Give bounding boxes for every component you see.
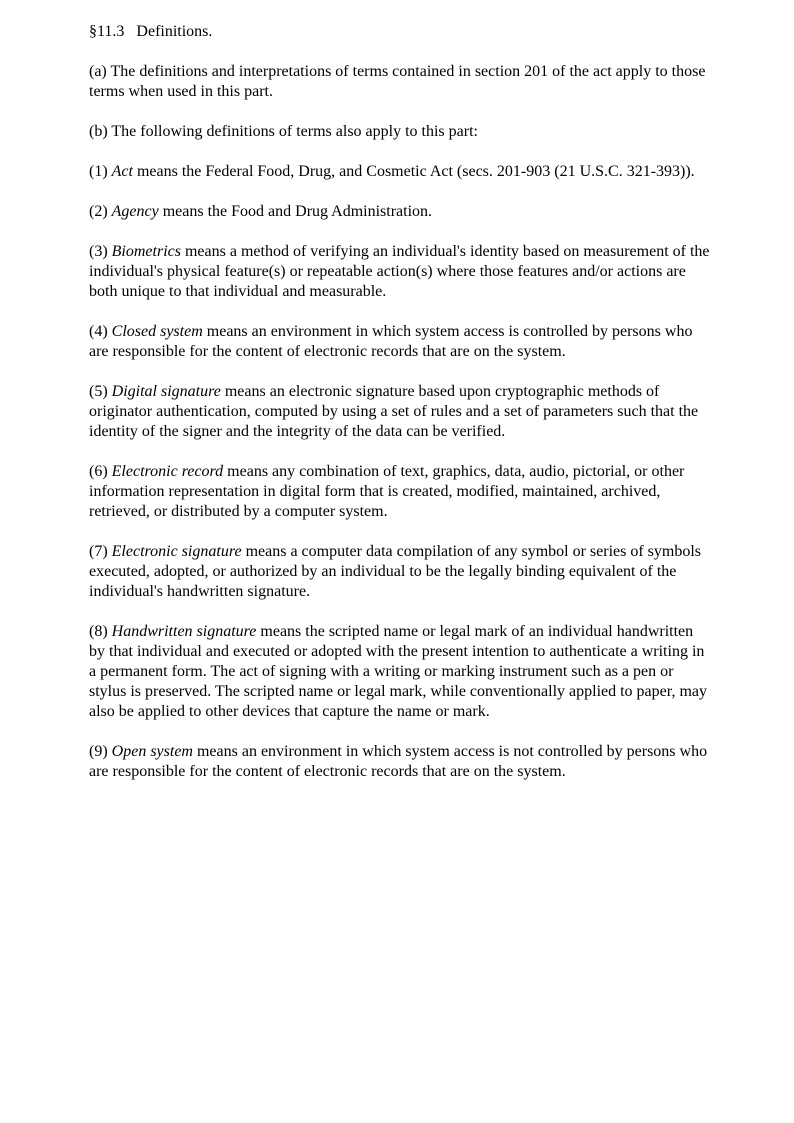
definition-number: (2) [89, 203, 112, 220]
definition-number: (6) [89, 463, 112, 480]
definition-electronic-signature [89, 542, 711, 602]
definition-text: means the Federal Food, Drug, and Cosmetic Act (secs. 201-903 (21 U.S.C. 321-393)). [132, 163, 695, 180]
definition-term: Electronic record [111, 463, 224, 480]
definition-open-system [89, 742, 711, 782]
definition-digital-signature [89, 382, 711, 442]
definition-text: means a computer data compilation of any symbol or series of symbols executed, adopted, or authorized by an individual to be the legally binding equivalent of the individual's handwritten signature. [89, 543, 702, 600]
definition-term: Biometrics [111, 243, 181, 260]
definition-term: Agency [111, 203, 159, 220]
intro-paragraph-a: (a) The definitions and interpretations of terms contained in section 201 of the act apply to those terms when used in this part. [89, 63, 706, 100]
definition-text: means any combination of text, graphics, data, audio, pictorial, or other information representation in digital form that is created, modified, maintained, archived, retrieved, or distributed by a computer system. [89, 463, 685, 520]
definition-biometrics [89, 242, 711, 302]
definition-agency [89, 202, 711, 222]
definition-number: (3) [89, 243, 112, 260]
definition-handwritten-signature [89, 622, 711, 722]
definition-text: means an environment in which system access is controlled by persons who are responsible for the content of electronic records that are on the system. [89, 323, 693, 360]
definition-closed-system [89, 322, 711, 362]
definition-number: (8) [89, 623, 112, 640]
definition-term: Digital signature [111, 383, 221, 400]
definition-number: (1) [89, 163, 112, 180]
definition-text: means the Food and Drug Administration. [158, 203, 433, 220]
definition-electronic-record [89, 462, 711, 522]
definition-term: Closed system [111, 323, 203, 340]
definition-act [89, 162, 711, 182]
definition-number: (7) [89, 543, 112, 560]
definition-term: Electronic signature [111, 543, 242, 560]
section-heading: §11.3 Definitions. [89, 23, 213, 40]
definition-text: means the scripted name or legal mark of an individual handwritten by that individual and executed or adopted with the present intention to authenticate a writing in a permanent form. The act of signing with a writing or marking instrument such as a pen or stylus is preserved. The scripted name or legal mark, while conventionally applied to paper, may also be applied to other devices that capture the name or mark. [89, 623, 707, 720]
definition-text: means an electronic signature based upon cryptographic methods of originator authentication, computed by using a set of rules and a set of parameters such that the identity of the signer and the integrity of the data can be verified. [89, 383, 699, 440]
definition-term: Act [111, 163, 133, 180]
definition-text: means a method of verifying an individual's identity based on measurement of the individual's physical feature(s) or repeatable action(s) where those features and/or actions are both unique to that individual and measurable. [89, 243, 710, 300]
definition-number: (4) [89, 323, 112, 340]
definition-term: Open system [111, 743, 193, 760]
definition-text: means an environment in which system access is not controlled by persons who are responsible for the content of electronic records that are on the system. [89, 743, 708, 780]
definition-number: (5) [89, 383, 112, 400]
intro-paragraph-b: (b) The following definitions of terms also apply to this part: [89, 123, 478, 140]
definition-number: (9) [89, 743, 112, 760]
definition-term: Handwritten signature [111, 623, 257, 640]
document-page [89, 22, 711, 802]
